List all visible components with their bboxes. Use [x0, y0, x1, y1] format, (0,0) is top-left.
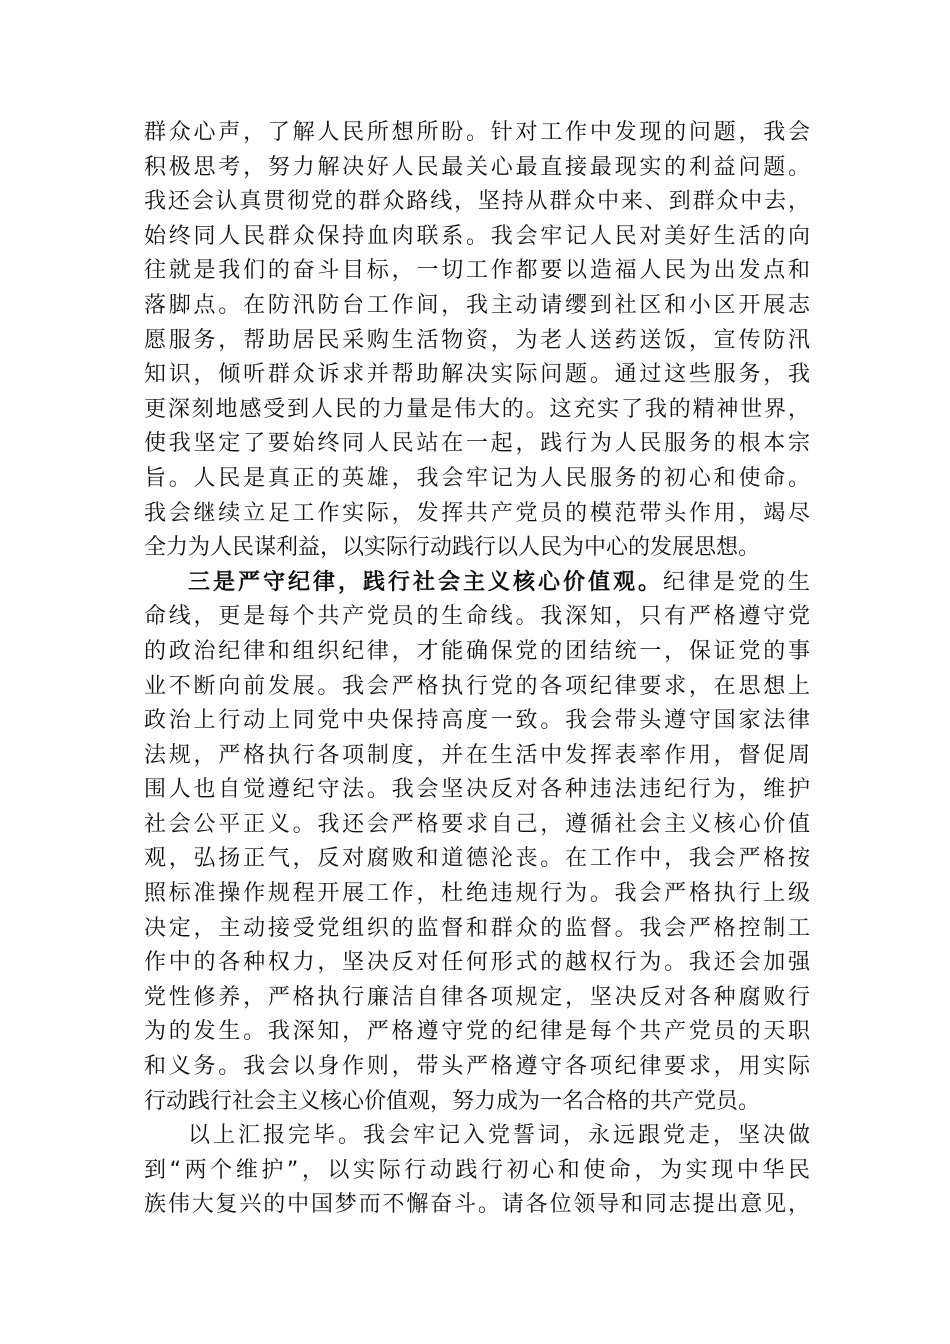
- text-line: 落脚点。在防汛防台工作间，我主动请缨到社区和小区开展志: [144, 292, 810, 318]
- heading-continuation: 纪律是党的生: [662, 569, 810, 595]
- section-heading: 三是严守纪律，践行社会主义核心价值观。: [188, 569, 663, 595]
- text-line: 法规，严格执行各项制度，并在生活中发挥表率作用，督促周: [144, 742, 810, 768]
- paragraph-first-line: 以上汇报完毕。我会牢记入党誓词，永远跟党走，坚决做: [188, 1123, 810, 1149]
- text-line: 知识，倾听群众诉求并帮助解决实际问题。通过这些服务，我: [144, 362, 810, 388]
- text-line: 到“两个维护”，以实际行动践行初心和使命，为实现中华民: [144, 1157, 810, 1183]
- text-line: 全力为人民谋利益，以实际行动践行以人民为中心的发展思想。: [144, 535, 761, 561]
- text-line: 往就是我们的奋斗目标，一切工作都要以造福人民为出发点和: [144, 258, 810, 284]
- text-line: 和义务。我会以身作则，带头严格遵守各项纪律要求，用实际: [144, 1054, 810, 1080]
- paragraph-serve-people: [144, 116, 810, 566]
- text-line: 我还会认真贯彻党的群众路线，坚持从群众中来、到群众中去，: [144, 189, 810, 215]
- text-line: 我会继续立足工作实际，发挥共产党员的模范带头作用，竭尽: [144, 500, 810, 526]
- text-line: 的政治纪律和组织纪律，才能确保党的团结统一，保证党的事: [144, 638, 810, 664]
- text-line: 使我坚定了要始终同人民站在一起，践行为人民服务的根本宗: [144, 431, 810, 457]
- text-line: 党性修养，严格执行廉洁自律各项规定，坚决反对各种腐败行: [144, 984, 810, 1010]
- text-line: 政治上行动上同党中央保持高度一致。我会带头遵守国家法律: [144, 708, 810, 734]
- text-line: 决定，主动接受党组织的监督和群众的监督。我会严格控制工: [144, 915, 810, 941]
- text-line: 愿服务，帮助居民采购生活物资，为老人送药送饭，宣传防汛: [144, 327, 810, 353]
- text-line: 群众心声，了解人民所想所盼。针对工作中发现的问题，我会: [144, 120, 810, 145]
- text-line: 行动践行社会主义核心价值观，努力成为一名合格的共产党员。: [144, 1088, 761, 1114]
- text-line: 更深刻地感受到人民的力量是伟大的。这充实了我的精神世界，: [144, 396, 810, 422]
- text-line: 命线，更是每个共产党员的生命线。我深知，只有严格遵守党: [144, 604, 810, 630]
- paragraph-first-line: [144, 566, 810, 601]
- text-line: 始终同人民群众保持血肉联系。我会牢记人民对美好生活的向: [144, 223, 810, 249]
- body-text: [144, 116, 810, 1223]
- text-line: 照标准操作规程开展工作，杜绝违规行为。我会严格执行上级: [144, 881, 810, 907]
- text-line: 积极思考，努力解决好人民最关心最直接最现实的利益问题。: [144, 154, 810, 180]
- text-line: 旨。人民是真正的英雄，我会牢记为人民服务的初心和使命。: [144, 465, 810, 491]
- paragraph-conclusion: [144, 1119, 810, 1223]
- text-line: 社会公平正义。我还会严格要求自己，遵循社会主义核心价值: [144, 811, 810, 837]
- text-line: 族伟大复兴的中国梦而不懈奋斗。请各位领导和同志提出意见，: [144, 1192, 810, 1218]
- text-line: 围人也自觉遵纪守法。我会坚决反对各种违法违纪行为，维护: [144, 777, 810, 803]
- text-line: 观，弘扬正气，反对腐败和道德沦丧。在工作中，我会严格按: [144, 846, 810, 872]
- text-line: 为的发生。我深知，严格遵守党的纪律是每个共产党员的天职: [144, 1019, 810, 1045]
- text-line: 业不断向前发展。我会严格执行党的各项纪律要求，在思想上: [144, 673, 810, 699]
- text-line: 作中的各种权力，坚决反对任何形式的越权行为。我还会加强: [144, 950, 810, 976]
- paragraph-discipline: [144, 566, 810, 1120]
